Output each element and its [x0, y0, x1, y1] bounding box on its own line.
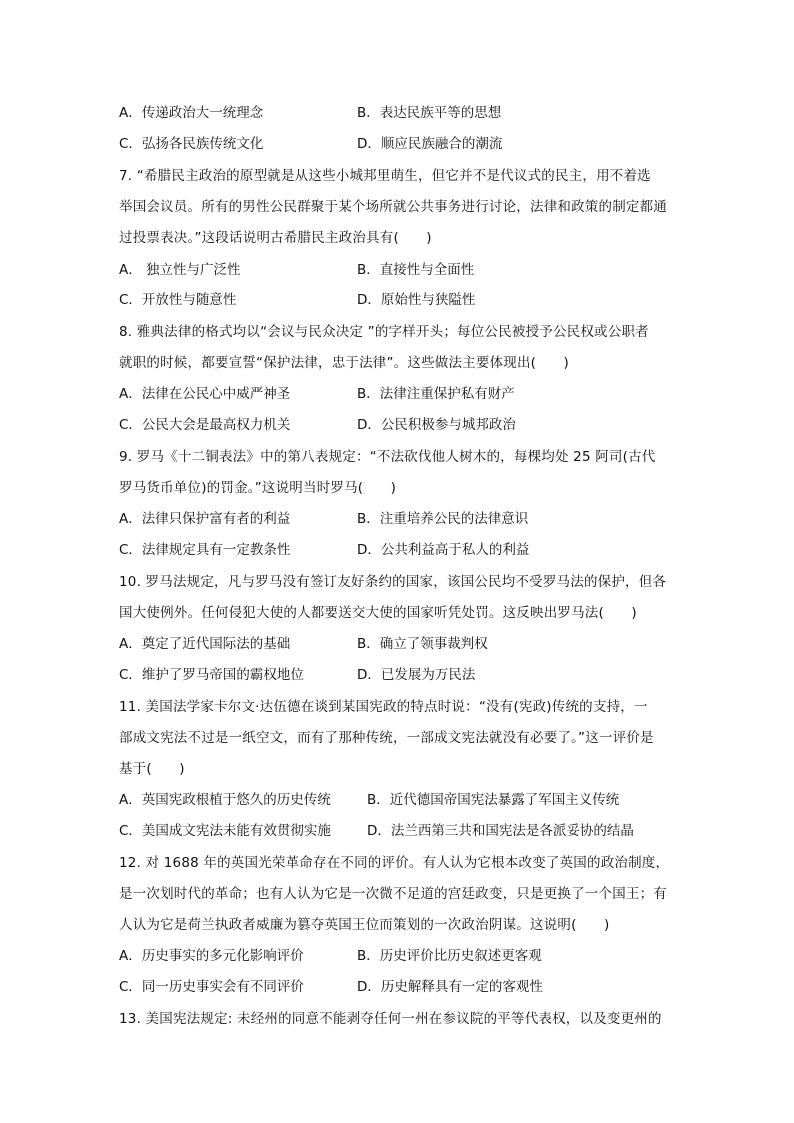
q12-option-b: B．历史评价比历史叙述更客观	[357, 948, 542, 964]
q8-stem-line-1: 8. 雅典法律的格式均以“会议与民众决定 ”的字样开头；每位公民被授予公民权或公职者	[119, 324, 649, 340]
q8-option-a: A．法律在公民心中威严神圣	[119, 386, 291, 402]
q12-option-a: A．历史事实的多元化影响评价	[119, 948, 304, 964]
q9-option-b: B．注重培养公民的法律意识	[357, 511, 529, 527]
q7-stem-line-3: 过投票表决。”这段话说明古希腊民主政治具有( )	[119, 230, 432, 246]
q6-option-a: A．传递政治大一统理念	[119, 105, 264, 121]
q11-stem-line-2: 部成文宪法不过是一纸空文，而有了那种传统，一部成文宪法就没有必要了。”这一评价是	[119, 730, 654, 746]
q10-option-b: B．确立了领事裁判权	[357, 636, 488, 652]
q8-option-c: C．公民大会是最高权力机关	[119, 417, 291, 433]
q12-option-d: D．历史解释具有一定的客观性	[357, 979, 543, 995]
q8-stem-line-2: 就职的时候，都要宣誓“保护法律，忠于法律”。这些做法主要体现出( )	[119, 355, 570, 371]
q11-option-a: A．英国宪政根植于悠久的历史传统	[119, 792, 331, 808]
q10-option-c: C．维护了罗马帝国的霸权地位	[119, 667, 304, 683]
q10-option-d: D．已发展为万民法	[357, 667, 476, 683]
q11-option-b: B．近代德国帝国宪法暴露了军国主义传统	[367, 792, 620, 808]
q9-option-a: A．法律只保护富有者的利益	[119, 511, 291, 527]
q9-stem-line-1: 9. 罗马《十二铜表法》中的第八表规定：“不法砍伐他人树木的，每棵均处 25 阿司(古代	[119, 449, 656, 465]
q6-option-c: C．弘扬各民族传统文化	[119, 136, 264, 152]
q7-stem-line-1: 7. “希腊民主政治的原型就是从这些小城邦里萌生，但它并不是代议式的民主，用不着选	[119, 168, 651, 184]
q8-option-b: B．法律注重保护私有财产	[357, 386, 515, 402]
q10-stem-line-2: 国大使例外。任何侵犯大使的人都要送交大使的国家听凭处罚。这反映出罗马法( )	[119, 605, 637, 621]
q12-stem-line-2: 是一次划时代的革命；也有人认为它是一次微不足道的宫廷政变，只是更换了一个国王；有	[119, 886, 667, 902]
q7-option-a: A． 独立性与广泛性	[119, 262, 241, 278]
q11-stem-line-1: 11. 美国法学家卡尔文·达伍德在谈到某国宪政的特点时说：“没有(宪政)传统的支持，一	[119, 699, 648, 715]
q9-option-c: C．法律规定具有一定教条性	[119, 542, 291, 558]
q11-stem-line-3: 基于( )	[119, 761, 185, 777]
q11-option-c: C．美国成文宪法未能有效贯彻实施	[119, 823, 331, 839]
q7-option-c: C．开放性与随意性	[119, 292, 237, 308]
q9-option-d: D．公共利益高于私人的利益	[357, 542, 530, 558]
q11-option-d: D．法兰西第三共和国宪法是各派妥协的结晶	[367, 823, 634, 839]
q12-stem-line-3: 人认为它是荷兰执政者威廉为篡夺英国王位而策划的一次政治阴谋。这说明( )	[119, 917, 610, 933]
q6-option-b: B．表达民族平等的思想	[357, 105, 502, 121]
q12-option-c: C．同一历史事实会有不同评价	[119, 979, 304, 995]
q7-option-b: B．直接性与全面性	[357, 262, 475, 278]
q10-stem-line-1: 10. 罗马法规定，凡与罗马没有签订友好条约的国家，该国公民均不受罗马法的保护，但各	[119, 574, 667, 590]
q8-option-d: D．公民积极参与城邦政治	[357, 417, 516, 433]
q9-stem-line-2: 罗马货币单位)的罚金。”这说明当时罗马( )	[119, 480, 397, 496]
q6-option-d: D．顺应民族融合的潮流	[357, 136, 503, 152]
q7-option-d: D．原始性与狭隘性	[357, 292, 476, 308]
q13-stem-line-1: 13. 美国宪法规定: 未经州的同意不能剥夺任何一州在参议院的平等代表权，以及变更州的	[119, 1011, 662, 1027]
q10-option-a: A．奠定了近代国际法的基础	[119, 636, 291, 652]
q12-stem-line-1: 12. 对 1688 年的英国光荣革命存在不同的评价。有人认为它根本改变了英国的政治制度，	[119, 855, 670, 871]
q7-stem-line-2: 举国会议员。所有的男性公民群聚于某个场所就公共事务进行讨论，法律和政策的制定都通	[119, 199, 667, 215]
